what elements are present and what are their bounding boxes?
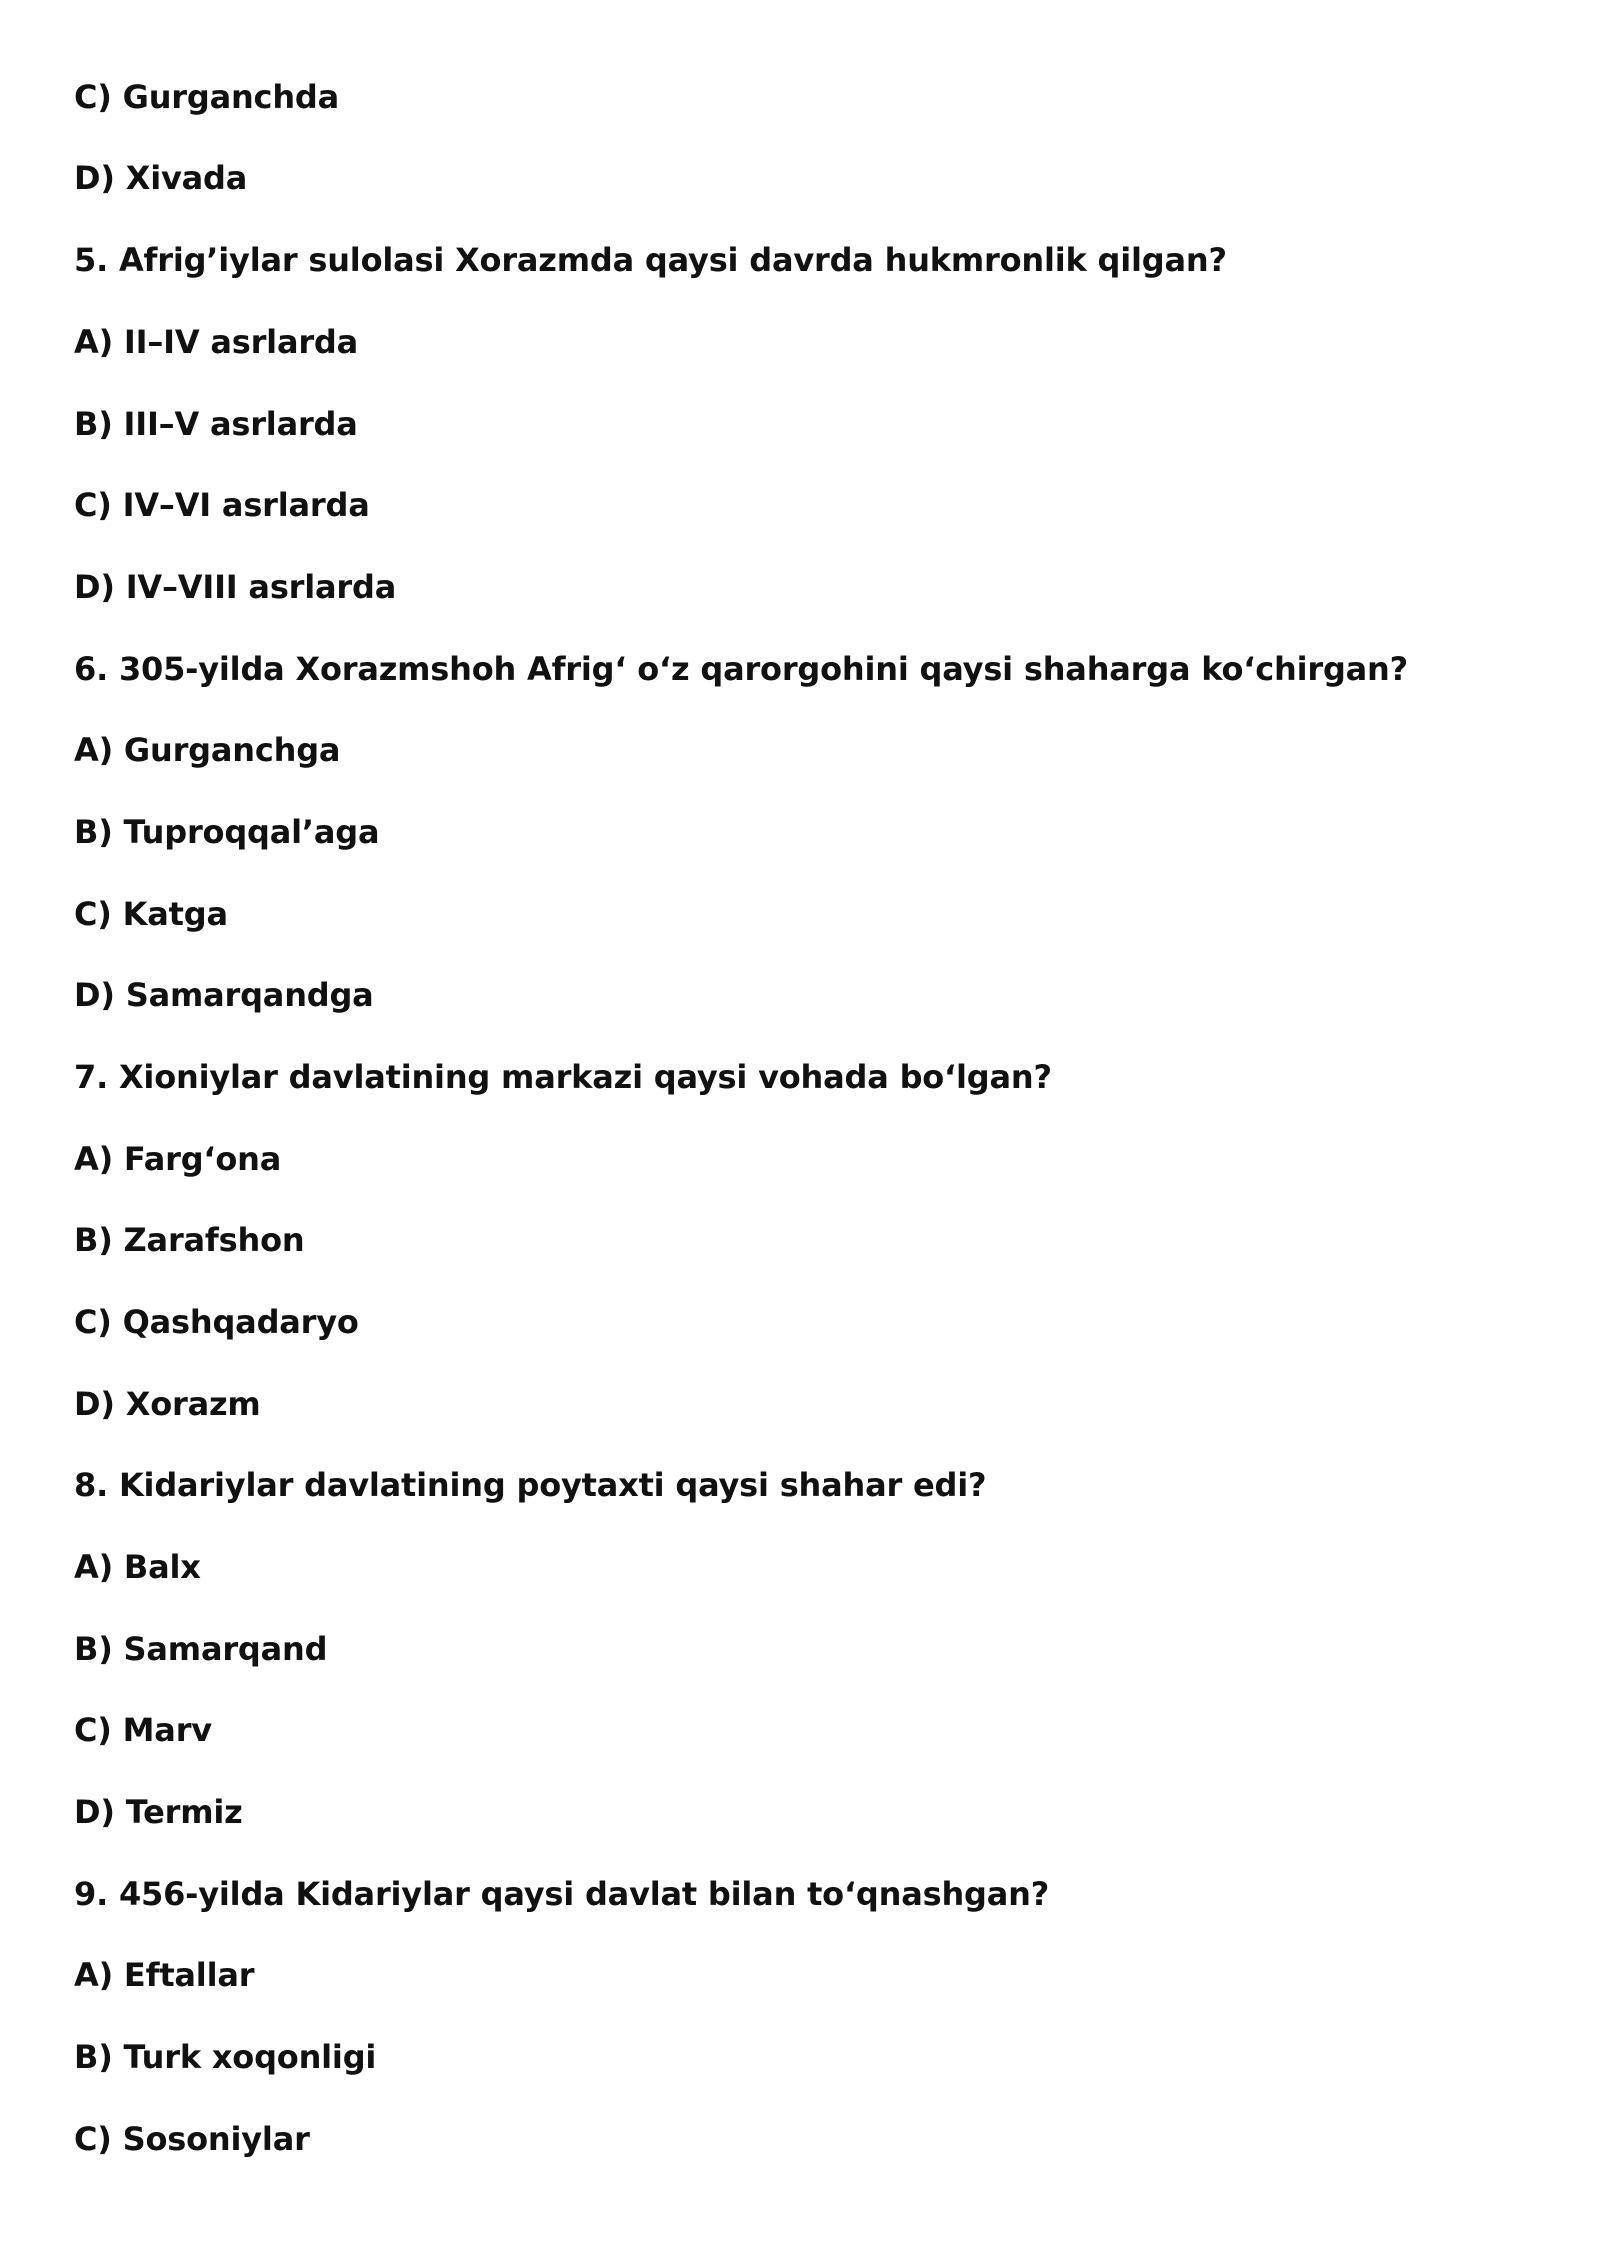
option-c-q4: C) Gurganchda <box>74 78 340 116</box>
option-b-q8: B) Samarqand <box>74 1630 328 1668</box>
option-d-q5: D) IV–VIII asrlarda <box>74 568 397 606</box>
question-6: 6. 305-yilda Xorazmshoh Afrig‘ o‘z qarorgohini qaysi shaharga ko‘chirgan? <box>74 650 1408 688</box>
option-a-q8: A) Balx <box>74 1548 201 1586</box>
option-c-q8: C) Marv <box>74 1711 212 1749</box>
option-c-q5: C) IV–VI asrlarda <box>74 486 370 524</box>
option-b-q9: B) Turk xoqonligi <box>74 2038 377 2076</box>
option-b-q7: B) Zarafshon <box>74 1221 305 1259</box>
option-c-q9: C) Sosoniylar <box>74 2120 310 2158</box>
question-9: 9. 456-yilda Kidariylar qaysi davlat bilan to‘qnashgan? <box>74 1875 1050 1913</box>
option-c-q6: C) Katga <box>74 895 228 933</box>
option-d-q7: D) Xorazm <box>74 1385 261 1423</box>
option-a-q6: A) Gurganchga <box>74 731 341 769</box>
question-5: 5. Afrig’iylar sulolasi Xorazmda qaysi davrda hukmronlik qilgan? <box>74 241 1227 279</box>
option-c-q7: C) Qashqadaryo <box>74 1303 359 1341</box>
option-b-q5: B) III–V asrlarda <box>74 405 358 443</box>
question-7: 7. Xioniylar davlatining markazi qaysi vohada bo‘lgan? <box>74 1058 1052 1096</box>
option-a-q7: A) Farg‘ona <box>74 1140 282 1178</box>
option-d-q8: D) Termiz <box>74 1793 243 1831</box>
option-a-q5: A) II–IV asrlarda <box>74 323 359 361</box>
option-b-q6: B) Tuproqqal’aga <box>74 813 380 851</box>
option-d-q4: D) Xivada <box>74 159 248 197</box>
option-a-q9: A) Eftallar <box>74 1956 255 1994</box>
question-8: 8. Kidariylar davlatining poytaxti qaysi shahar edi? <box>74 1466 987 1504</box>
option-d-q6: D) Samarqandga <box>74 976 374 1014</box>
